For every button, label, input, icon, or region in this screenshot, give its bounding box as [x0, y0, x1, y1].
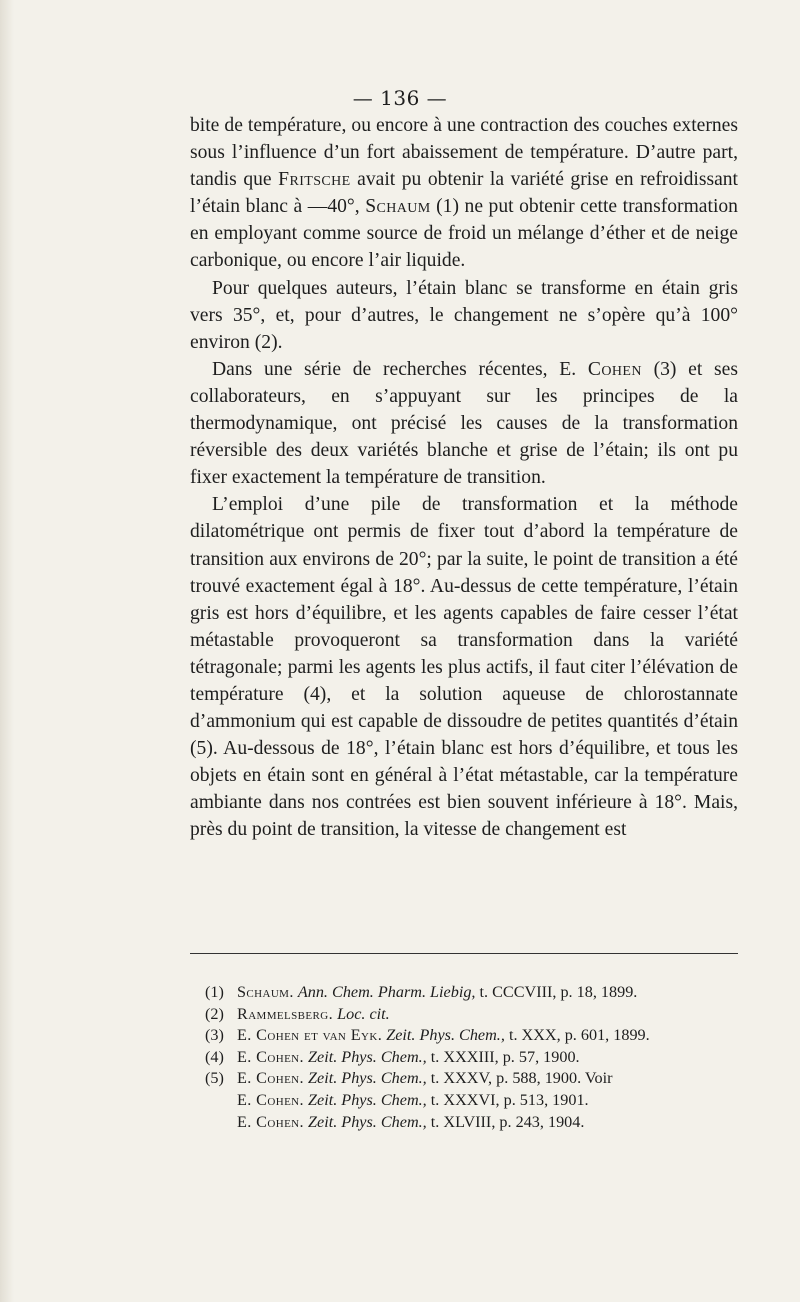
footnote-author: E. Cohen. [237, 1112, 304, 1131]
footnote-detail: t. XXXIII, p. 57, 1900. [430, 1047, 580, 1066]
p1-text-2: avait pu obtenir la variété grise en refroidissant l’étain blanc à —40°, [190, 169, 739, 218]
footnote-5-continuation-1 [205, 1090, 745, 1112]
footnote-detail: t. XXX, p. 601, 1899. [508, 1026, 650, 1045]
footnote-source: Zeit. Phys. Chem., [308, 1090, 427, 1109]
paragraph-4 [190, 491, 738, 843]
footnote-5-continuation-2 [205, 1112, 745, 1134]
footnotes [205, 982, 745, 1133]
footnote-author: E. Cohen. [237, 1047, 304, 1066]
footnote-2 [205, 1004, 745, 1026]
author-cohen: Cohen [587, 358, 642, 380]
p2-text-1: Pour quelques auteurs, l’étain blanc se transforme en étain gris vers 35°, et, pour d’autres, le changement ne s’opère qu’à 100° environ (2). [190, 277, 738, 353]
paragraph-3 [190, 356, 738, 491]
footnote-author: E. Cohen et van Eyk. [237, 1026, 383, 1045]
page-number: — 136 — [352, 86, 448, 110]
p3-text-1: Dans une série de recherches récentes, E. [212, 358, 588, 380]
footnote-source: Loc. cit. [337, 1004, 390, 1023]
footnote-source: Ann. Chem. Pharm. Liebig, [297, 983, 476, 1001]
footnote-source: Zeit. Phys. Chem., [386, 1026, 505, 1045]
paragraph-2 [190, 275, 738, 356]
footnote-1 [205, 982, 745, 1004]
p1-text-3: (1) ne put obtenir cette transformation en employant comme source de froid un mélange d’éther et de neige carbonique, ou encore l’air liquide. [190, 196, 738, 272]
body-text [190, 112, 738, 844]
author-fritsche: Fritsche [278, 169, 351, 191]
footnote-detail: t. XLVIII, p. 243, 1904. [430, 1112, 585, 1131]
footnote-number: (4) [205, 1047, 224, 1066]
page-gutter-shadow [0, 0, 14, 1302]
footnote-source: Zeit. Phys. Chem., [308, 1047, 427, 1066]
author-schaum: Schaum [365, 196, 431, 218]
p3-text-2: (3) et ses collaborateurs, en s’appuyant sur les principes de la thermodynamique, ont précisé les causes de la transformation réversible des deux variétés blanche et grise de l’étain; ils ont pu fixer exactement la température de transition. [190, 358, 738, 489]
footnote-number: (3) [205, 1026, 224, 1045]
footnote-5 [205, 1068, 745, 1090]
paragraph-1 [190, 112, 738, 275]
footnote-source: Zeit. Phys. Chem., [308, 1069, 427, 1088]
p1-text-1: bite de température, ou encore à une contraction des couches externes sous l’influence d’un fort abaissement de température. D’autre part, tandis que [190, 115, 738, 191]
footnote-source: Zeit. Phys. Chem., [308, 1112, 427, 1131]
footnote-author: E. Cohen. [237, 1069, 304, 1088]
footnote-number: (2) [205, 1004, 224, 1023]
footnote-author: E. Cohen. [237, 1090, 304, 1109]
footnote-4 [205, 1047, 745, 1069]
footnote-number: (1) [205, 983, 224, 1001]
footnote-number: (5) [205, 1069, 224, 1088]
footnote-detail: t. XXXV, p. 588, 1900. Voir [430, 1069, 613, 1088]
p4-text-1: L’emploi d’une pile de transformation et la méthode dilatométrique ont permis de fixer tout d’abord la température de transition aux environs de 20°; par la suite, le point de transition a été trouvé exactement égal à 18°. Au-dessus de cette température, l’étain gris est hors d’équilibre, et les agents capables de faire cesser l’état métastable provoqueront sa transformation dans la variété tétragonale; parmi les agents les plus actifs, il faut citer l’élévation de température (4), et la solution aqueuse de chlorostannate d’ammonium qui est capable de dissoudre de petites quantités d’étain (5). Au-dessous de 18°, l’étain blanc est hors d’équilibre, et tous les objets en étain sont en général à l’état métastable, car la température ambiante dans nos contrées est bien souvent inférieure à 18°. Mais, près du point de transition, la vitesse de changement est [190, 494, 738, 841]
footnote-author: Rammelsberg. [237, 1004, 334, 1023]
footnote-detail: t. XXXVI, p. 513, 1901. [430, 1090, 589, 1109]
footnote-detail: t. CCCVIII, p. 18, 1899. [479, 983, 638, 1001]
footnote-author: Schaum. [237, 983, 294, 1001]
footnote-3 [205, 1025, 745, 1047]
footnote-separator [190, 953, 738, 954]
